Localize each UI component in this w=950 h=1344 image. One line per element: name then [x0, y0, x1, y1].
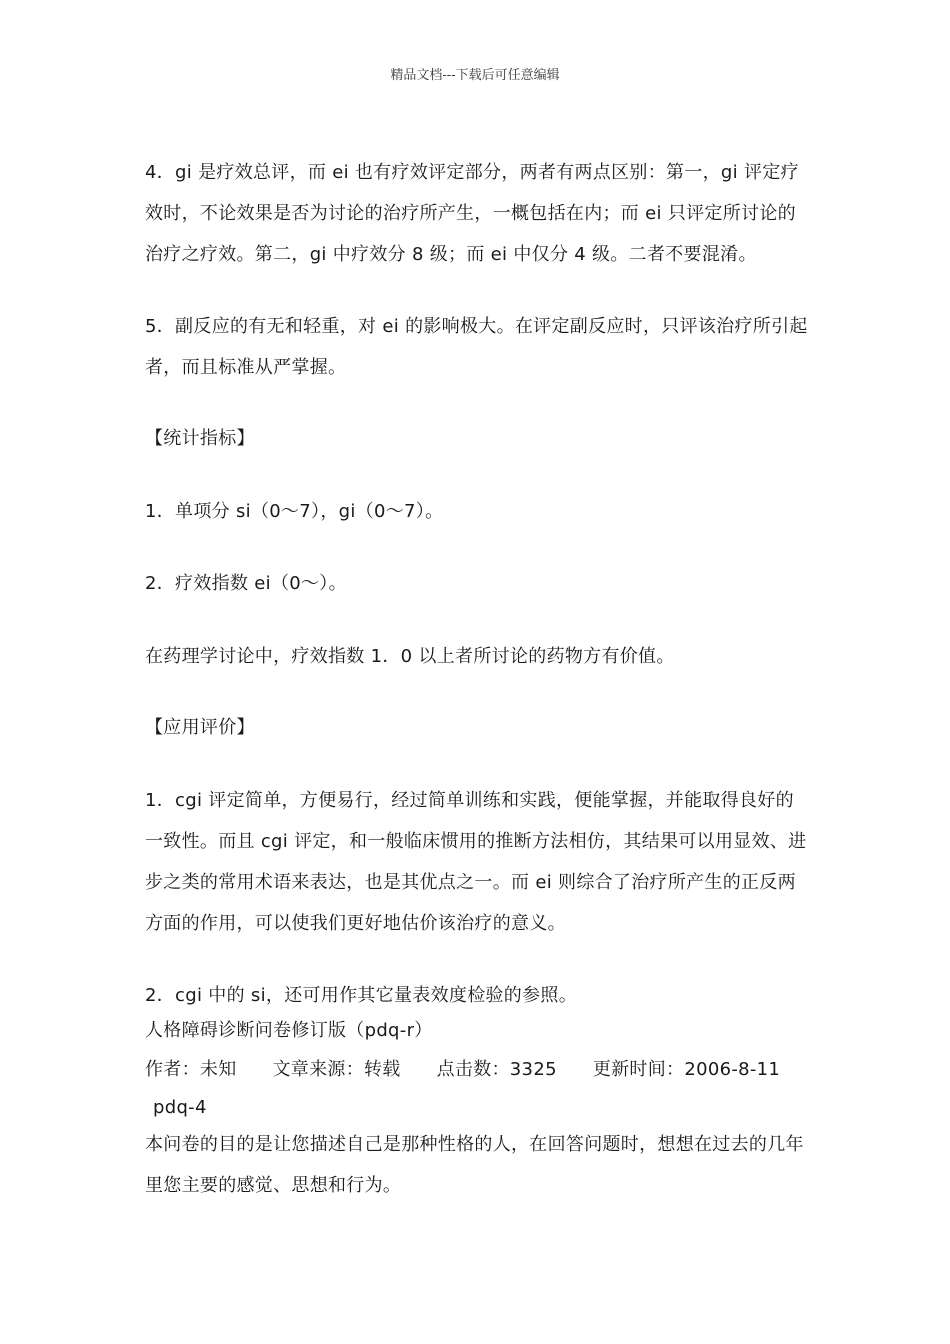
pdq-label: pdq-4 [153, 1097, 207, 1118]
stats-note: 在药理学讨论中，疗效指数 1．0 以上者所讨论的药物方有价值。 [145, 646, 675, 667]
meta-source: 文章来源：转载 [272, 1059, 401, 1080]
paragraph-4: 4．gi 是疗效总评，而 ei 也有疗效评定部分，两者有两点区别：第一，gi 评定疗效时，不论效果是否为讨论的治疗所产生，一概包括在内；而 ei 只评定所讨论的治疗之疗效。第二，gi 中疗效分 8 级；而 ei 中仅分 4 级。二者不要混淆。 [145, 162, 799, 265]
eval-item-2: 2．cgi 中的 si，还可用作其它量表效度检验的参照。 [145, 985, 577, 1006]
meta-clicks: 点击数：3325 [436, 1059, 557, 1080]
meta-updated: 更新时间：2006-8-11 [592, 1059, 781, 1080]
article-meta [145, 1056, 845, 1084]
paragraph-5: 5．副反应的有无和轻重，对 ei 的影响极大。在评定副反应时，只评该治疗所引起者，而且标准从严掌握。 [145, 316, 808, 378]
meta-author: 作者：未知 [145, 1059, 237, 1080]
article-title: 人格障碍诊断问卷修订版（pdq-r） [145, 1020, 433, 1041]
stats-heading: 【统计指标】 [145, 428, 255, 449]
stats-item-1: 1．单项分 si（0～7），gi（0～7）。 [145, 501, 444, 522]
page-header: 精品文档---下载后可任意编辑 [390, 68, 560, 83]
intro-paragraph: 本问卷的目的是让您描述自己是那种性格的人，在回答问题时，想想在过去的几年里您主要的感觉、思想和行为。 [145, 1134, 804, 1196]
eval-heading: 【应用评价】 [145, 717, 255, 738]
stats-item-2: 2．疗效指数 ei（0～）。 [145, 573, 347, 594]
eval-item-1: 1．cgi 评定简单，方便易行，经过简单训练和实践，便能掌握，并能取得良好的一致性。而且 cgi 评定，和一般临床惯用的推断方法相仿，其结果可以用显效、进步之类的常用术语来表达，也是其优点之一。而 ei 则综合了治疗所产生的正反两方面的作用，可以使我们更好地估价该治疗的意义。 [145, 790, 807, 934]
